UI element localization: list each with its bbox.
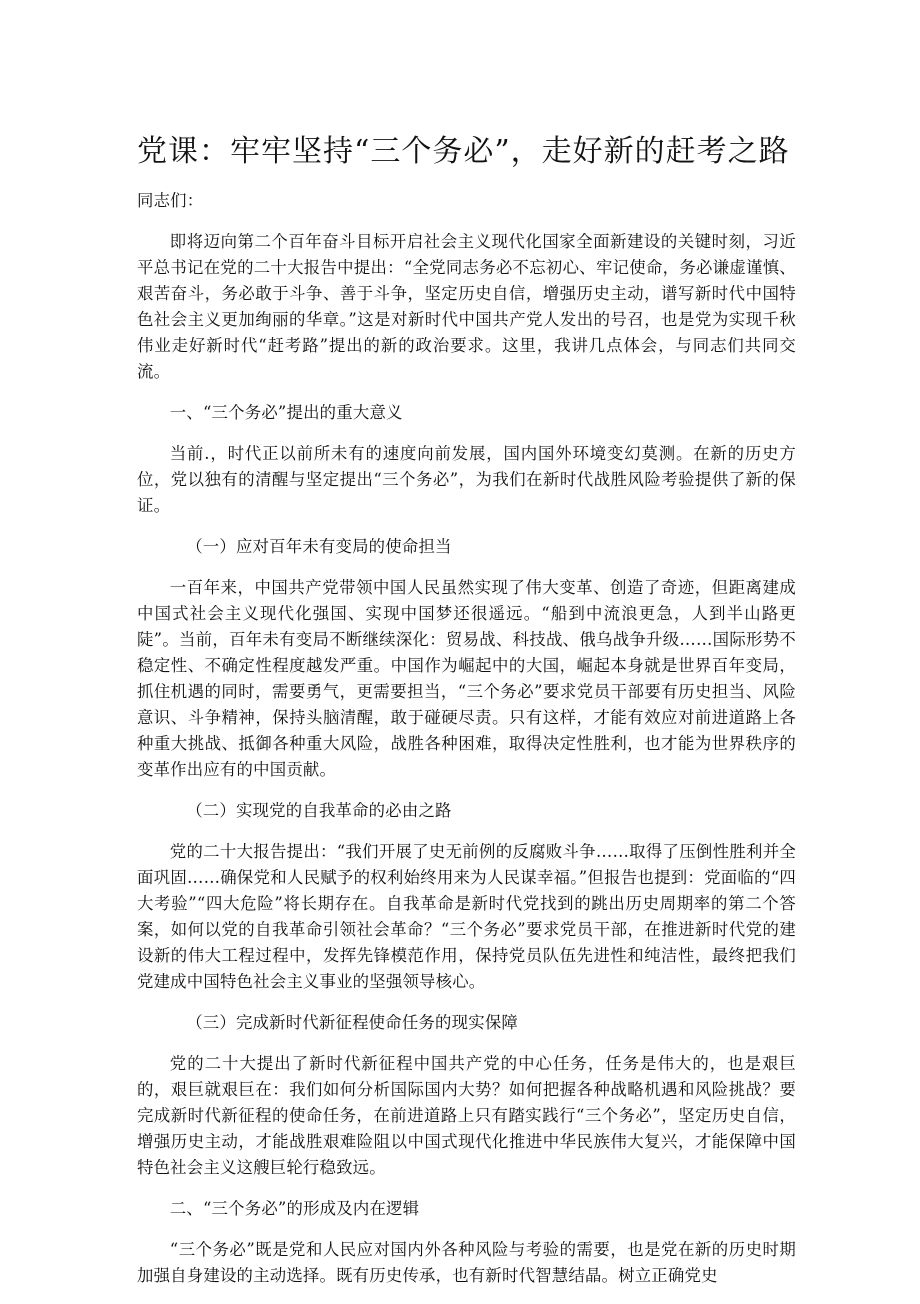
document-title: 党课：牢牢坚持“三个务必”，走好新的赶考之路	[137, 134, 790, 169]
section-heading-2: 二、“三个务必”的形成及内在逻辑	[169, 1199, 420, 1218]
paragraph-intro: 即将迈向第二个百年奋斗目标开启社会主义现代化国家全面新建设的关键时刻，习近平总书记在党的二十大报告中提出：“全党同志务必不忘初心、牢记使命，务必谦虚谨慎、艰苦奋斗，务必敢于斗争、善于斗争，坚定历史自信，增强历史主动，谱写新时代中国特色社会主义更加绚丽的华章。”这是对新时代中国共产党人发出的号召，也是党为实现千秋伟业走好新时代“赶考路”提出的新的政治要求。这里，我讲几点体会，与同志们共同交流。	[137, 232, 796, 381]
paragraph-4: 党的二十大提出了新时代新征程中国共产党的中心任务，任务是伟大的，也是艰巨的，艰巨就艰巨在：我们如何分析国际国内大势？如何把握各种战略机遇和风险挑战？要完成新时代新征程的使命任务，在前进道路上只有踏实践行“三个务必”，坚定历史自信，增强历史主动，才能战胜艰难险阻以中国式现代化推进中华民族伟大复兴，才能保障中国特色社会主义这艘巨轮行稳致远。	[137, 1054, 796, 1177]
section-heading-1: 一、“三个务必”提出的重大意义	[169, 403, 403, 422]
salutation: 同志们：	[137, 191, 204, 210]
subsection-heading-1: （一）应对百年未有变局的使命担当	[186, 537, 452, 556]
document-body	[137, 188, 796, 1304]
paragraph-3: 党的二十大报告提出：“我们开展了史无前例的反腐败斗争……取得了压倒性胜利并全面巩固……确保党和人民赋予的权利始终用来为人民谋幸福。”但报告也提到：党面临的“四大考验”“四大危险”将长期存在。自我革命是新时代党找到的跳出历史周期率的第二个答案，如何以党的自我革命引领社会革命？“三个务必”要求党员干部，在推进新时代党的建设新的伟大工程过程中，发挥先锋模范作用，保持党员队伍先进性和纯洁性，最终把我们党建成中国特色社会主义事业的坚强领导核心。	[137, 842, 796, 991]
paragraph-2: 一百年来，中国共产党带领中国人民虽然实现了伟大变革、创造了奇迹，但距离建成中国式社会主义现代化强国、实现中国梦还很遥远。“船到中流浪更急，人到半山路更陡”。当前，百年未有变局不断继续深化：贸易战、科技战、俄乌战争升级……国际形势不稳定性、不确定性程度越发严重。中国作为崛起中的大国，崛起本身就是世界百年变局，抓住机遇的同时，需要勇气，更需要担当，“三个务必”要求党员干部要有历史担当、风险意识、斗争精神，保持头脑清醒，敢于碰硬尽责。只有这样，才能有效应对前进道路上各种重大挑战、抵御各种重大风险，战胜各种困难，取得决定性胜利，也才能为世界秩序的变革作出应有的中国贡献。	[137, 578, 796, 779]
subsection-heading-2: （二）实现党的自我革命的必由之路	[186, 801, 452, 820]
paragraph-1: 当前.，时代正以前所未有的速度向前发展，国内国外环境变幻莫测。在新的历史方位，党以独有的清醒与坚定提出“三个务必”，为我们在新时代战胜风险考验提供了新的保证。	[137, 444, 796, 515]
subsection-heading-3: （三）完成新时代新征程使命任务的现实保障	[186, 1013, 518, 1032]
paragraph-5: “三个务必”既是党和人民应对国内外各种风险与考验的需要，也是党在新的历史时期加强自身建设的主动选择。既有历史传承，也有新时代智慧结晶。树立正确党史	[137, 1240, 796, 1285]
